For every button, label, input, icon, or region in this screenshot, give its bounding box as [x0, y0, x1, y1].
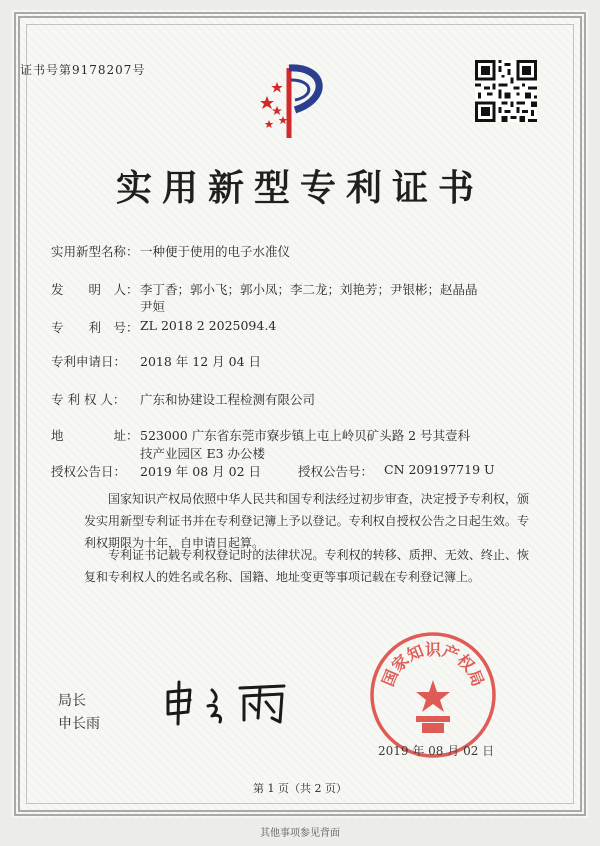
inventor-label: 发 明 人：: [51, 282, 139, 297]
patent-number-label: 专 利 号：: [51, 320, 139, 335]
legal-status-paragraph: 专利证书记载专利权登记时的法律状况。专利权的转移、质押、无效、终止、恢复和专利权人的姓名或名称、国籍、地址变更等事项记载在专利登记簿上。: [84, 548, 529, 584]
utility-model-name-label: 实用新型名称：: [51, 244, 139, 259]
filing-date-label: 专利申请日：: [51, 354, 127, 369]
certificate-title: 实用新型专利证书: [115, 167, 484, 209]
official-seal-icon: [368, 630, 498, 760]
bottom-notice: 其他事项参见背面: [260, 828, 340, 839]
certificate-number: 证书号第9178207号: [20, 63, 146, 77]
utility-model-name-value: 一种便于使用的电子水准仪: [140, 244, 291, 259]
page-number: 第 1 页（共 2 页）: [253, 782, 347, 795]
patentee-label: 专 利 权 人：: [51, 392, 126, 407]
seal-date: 2019 年 08 月 02 日: [378, 744, 495, 758]
address-value-line2: 技产业园区 E3 办公楼: [140, 446, 266, 461]
cnipa-logo-icon: [255, 58, 333, 142]
qr-code-icon: [475, 60, 537, 122]
grant-paragraph: 国家知识产权局依照中华人民共和国专利法经过初步审查，决定授予专利权，颁发实用新型专利证书并在专利登记簿上予以登记。专利权自授权公告之日起生效。专利权期限为十年，自申请日起算。: [84, 492, 529, 550]
grant-number-label: 授权公告号：: [298, 464, 374, 479]
filing-date-value: 2018 年 12 月 04 日: [140, 354, 261, 369]
director-title: 局长: [58, 693, 86, 709]
patent-number-value: ZL 2018 2 2025094.4: [140, 318, 277, 333]
inventor-value-line2: 尹姮: [140, 299, 166, 314]
grant-date-value: 2019 年 08 月 02 日: [140, 464, 261, 479]
grant-date-label: 授权公告日：: [51, 464, 127, 479]
address-label: 地 址：: [51, 428, 139, 443]
grant-number-value: CN 209197719 U: [384, 462, 495, 477]
address-value-line1: 523000 广东省东莞市寮步镇上屯上岭贝矿头路 2 号其壹科: [140, 428, 471, 443]
patentee-value: 广东和协建设工程检测有限公司: [140, 392, 316, 407]
signature-icon: [160, 678, 300, 728]
seal-text: 国家知识产权局: [378, 640, 488, 690]
inventor-value-line1: 李丁香；郭小飞；郭小凤；李二龙；刘艳芳；尹银彬；赵晶晶: [140, 282, 478, 297]
director-name: 申长雨: [58, 716, 100, 732]
